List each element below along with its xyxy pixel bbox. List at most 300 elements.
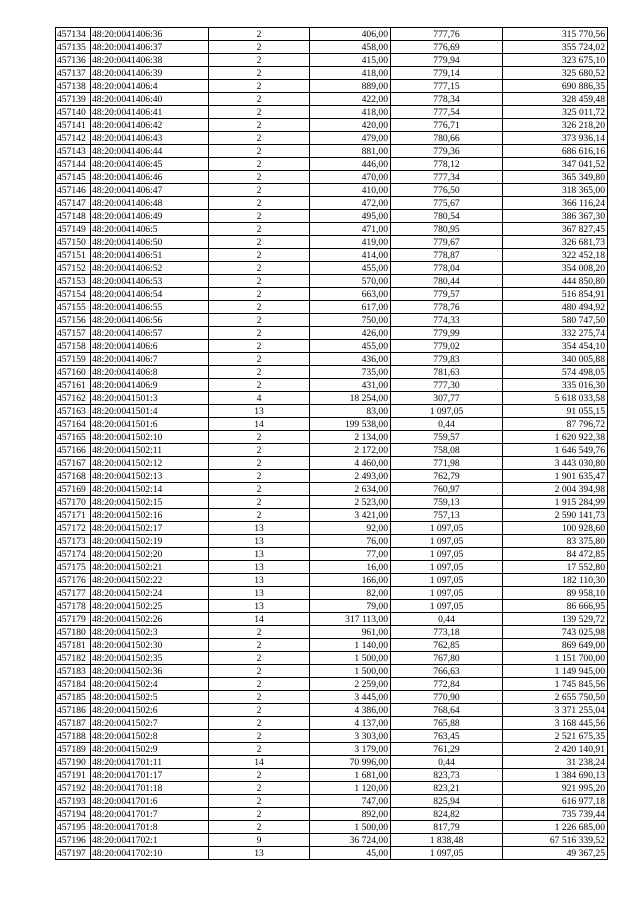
cadastral-value-cell: 100 928,60 — [503, 522, 608, 535]
area-cell: 2 134,00 — [310, 431, 391, 444]
row-number-cell: 457191 — [56, 769, 91, 782]
group-number-cell: 2 — [209, 431, 310, 444]
cadastral-value-cell: 326 218,20 — [503, 119, 608, 132]
row-number-cell: 457139 — [56, 93, 91, 106]
cadastral-value-cell: 1 384 690,13 — [503, 769, 608, 782]
group-number-cell: 2 — [209, 743, 310, 756]
cadastral-number-cell: 48:20:0041502:12 — [91, 457, 209, 470]
area-cell: 36 724,00 — [310, 834, 391, 847]
row-number-cell: 457136 — [56, 54, 91, 67]
cadastral-value-cell: 386 367,30 — [503, 210, 608, 223]
specific-value-cell: 779,57 — [391, 288, 503, 301]
area-cell: 426,00 — [310, 327, 391, 340]
group-number-cell: 2 — [209, 509, 310, 522]
cadastral-number-cell: 48:20:0041406:44 — [91, 145, 209, 158]
table-row — [56, 561, 608, 574]
specific-value-cell: 1 097,05 — [391, 600, 503, 613]
row-number-cell: 457137 — [56, 67, 91, 80]
area-cell: 747,00 — [310, 795, 391, 808]
specific-value-cell: 780,44 — [391, 275, 503, 288]
cadastral-value-cell: 366 116,24 — [503, 197, 608, 210]
row-number-cell: 457184 — [56, 678, 91, 691]
group-number-cell: 13 — [209, 574, 310, 587]
specific-value-cell: 776,69 — [391, 41, 503, 54]
cadastral-value-cell: 326 681,73 — [503, 236, 608, 249]
group-number-cell: 2 — [209, 795, 310, 808]
cadastral-number-cell: 48:20:0041702:1 — [91, 834, 209, 847]
table-row — [56, 834, 608, 847]
row-number-cell: 457145 — [56, 171, 91, 184]
cadastral-number-cell: 48:20:0041406:37 — [91, 41, 209, 54]
group-number-cell: 2 — [209, 652, 310, 665]
table-row — [56, 353, 608, 366]
row-number-cell: 457173 — [56, 535, 91, 548]
group-number-cell: 2 — [209, 366, 310, 379]
area-cell: 472,00 — [310, 197, 391, 210]
cadastral-value-cell: 89 958,10 — [503, 587, 608, 600]
table-row — [56, 405, 608, 418]
area-cell: 1 500,00 — [310, 665, 391, 678]
cadastral-value-cell: 580 747,50 — [503, 314, 608, 327]
table-row — [56, 548, 608, 561]
row-number-cell: 457141 — [56, 119, 91, 132]
cadastral-number-cell: 48:20:0041502:10 — [91, 431, 209, 444]
specific-value-cell: 779,99 — [391, 327, 503, 340]
area-cell: 4 137,00 — [310, 717, 391, 730]
cadastral-value-cell: 373 936,14 — [503, 132, 608, 145]
cadastral-value-cell: 2 004 394,98 — [503, 483, 608, 496]
cadastral-value-cell: 83 375,80 — [503, 535, 608, 548]
table-row — [56, 314, 608, 327]
area-cell: 45,00 — [310, 847, 391, 860]
table-row — [56, 483, 608, 496]
group-number-cell: 2 — [209, 665, 310, 678]
row-number-cell: 457149 — [56, 223, 91, 236]
group-number-cell: 13 — [209, 522, 310, 535]
cadastral-value-cell: 139 529,72 — [503, 613, 608, 626]
table-row — [56, 522, 608, 535]
row-number-cell: 457194 — [56, 808, 91, 821]
cadastral-value-cell: 87 796,72 — [503, 418, 608, 431]
specific-value-cell: 817,79 — [391, 821, 503, 834]
cadastral-value-cell: 1 915 284,99 — [503, 496, 608, 509]
specific-value-cell: 1 838,48 — [391, 834, 503, 847]
table-row — [56, 132, 608, 145]
area-cell: 1 681,00 — [310, 769, 391, 782]
table-row — [56, 223, 608, 236]
group-number-cell: 2 — [209, 483, 310, 496]
specific-value-cell: 775,67 — [391, 197, 503, 210]
cadastral-number-cell: 48:20:0041406:49 — [91, 210, 209, 223]
specific-value-cell: 777,30 — [391, 379, 503, 392]
group-number-cell: 2 — [209, 288, 310, 301]
row-number-cell: 457163 — [56, 405, 91, 418]
area-cell: 4 460,00 — [310, 457, 391, 470]
row-number-cell: 457169 — [56, 483, 91, 496]
table-row — [56, 704, 608, 717]
cadastral-value-cell: 1 646 549,76 — [503, 444, 608, 457]
row-number-cell: 457195 — [56, 821, 91, 834]
specific-value-cell: 777,54 — [391, 106, 503, 119]
cadastral-number-cell: 48:20:0041502:30 — [91, 639, 209, 652]
group-number-cell: 2 — [209, 197, 310, 210]
table-row — [56, 652, 608, 665]
table-row — [56, 639, 608, 652]
cadastral-value-cell: 84 472,85 — [503, 548, 608, 561]
cadastral-value-cell: 3 168 445,56 — [503, 717, 608, 730]
group-number-cell: 2 — [209, 93, 310, 106]
table-row — [56, 496, 608, 509]
specific-value-cell: 779,36 — [391, 145, 503, 158]
row-number-cell: 457176 — [56, 574, 91, 587]
row-number-cell: 457157 — [56, 327, 91, 340]
cadastral-number-cell: 48:20:0041502:22 — [91, 574, 209, 587]
group-number-cell: 2 — [209, 327, 310, 340]
area-cell: 418,00 — [310, 106, 391, 119]
group-number-cell: 13 — [209, 847, 310, 860]
cadastral-value-cell: 869 649,00 — [503, 639, 608, 652]
row-number-cell: 457196 — [56, 834, 91, 847]
specific-value-cell: 823,21 — [391, 782, 503, 795]
area-cell: 431,00 — [310, 379, 391, 392]
area-cell: 750,00 — [310, 314, 391, 327]
group-number-cell: 2 — [209, 41, 310, 54]
area-cell: 495,00 — [310, 210, 391, 223]
cadastral-number-cell: 48:20:0041502:25 — [91, 600, 209, 613]
area-cell: 446,00 — [310, 158, 391, 171]
specific-value-cell: 0,44 — [391, 613, 503, 626]
area-cell: 2 634,00 — [310, 483, 391, 496]
cadastral-number-cell: 48:20:0041406:46 — [91, 171, 209, 184]
row-number-cell: 457172 — [56, 522, 91, 535]
specific-value-cell: 1 097,05 — [391, 548, 503, 561]
area-cell: 82,00 — [310, 587, 391, 600]
cadastral-value-cell: 2 420 140,91 — [503, 743, 608, 756]
cadastral-value-cell: 354 454,10 — [503, 340, 608, 353]
specific-value-cell: 772,84 — [391, 678, 503, 691]
area-cell: 415,00 — [310, 54, 391, 67]
row-number-cell: 457135 — [56, 41, 91, 54]
group-number-cell: 2 — [209, 782, 310, 795]
cadastral-value-cell: 921 995,20 — [503, 782, 608, 795]
area-cell: 422,00 — [310, 93, 391, 106]
cadastral-number-cell: 48:20:0041406:9 — [91, 379, 209, 392]
area-cell: 3 179,00 — [310, 743, 391, 756]
specific-value-cell: 1 097,05 — [391, 405, 503, 418]
area-cell: 76,00 — [310, 535, 391, 548]
group-number-cell: 2 — [209, 223, 310, 236]
specific-value-cell: 0,44 — [391, 418, 503, 431]
cadastral-number-cell: 48:20:0041502:20 — [91, 548, 209, 561]
area-cell: 410,00 — [310, 184, 391, 197]
cadastral-number-cell: 48:20:0041406:42 — [91, 119, 209, 132]
cadastral-value-cell: 49 367,25 — [503, 847, 608, 860]
area-cell: 3 445,00 — [310, 691, 391, 704]
cadastral-number-cell: 48:20:0041502:26 — [91, 613, 209, 626]
row-number-cell: 457188 — [56, 730, 91, 743]
table-row — [56, 431, 608, 444]
table-row — [56, 509, 608, 522]
cadastral-number-cell: 48:20:0041406:39 — [91, 67, 209, 80]
row-number-cell: 457155 — [56, 301, 91, 314]
cadastral-value-cell: 332 275,74 — [503, 327, 608, 340]
specific-value-cell: 777,15 — [391, 80, 503, 93]
cadastral-number-cell: 48:20:0041406:40 — [91, 93, 209, 106]
group-number-cell: 2 — [209, 262, 310, 275]
cadastral-number-cell: 48:20:0041406:7 — [91, 353, 209, 366]
group-number-cell: 2 — [209, 639, 310, 652]
specific-value-cell: 778,76 — [391, 301, 503, 314]
cadastral-number-cell: 48:20:0041502:36 — [91, 665, 209, 678]
specific-value-cell: 762,79 — [391, 470, 503, 483]
row-number-cell: 457140 — [56, 106, 91, 119]
row-number-cell: 457154 — [56, 288, 91, 301]
area-cell: 79,00 — [310, 600, 391, 613]
area-cell: 70 996,00 — [310, 756, 391, 769]
cadastral-number-cell: 48:20:0041406:5 — [91, 223, 209, 236]
table-row — [56, 665, 608, 678]
table-row — [56, 171, 608, 184]
area-cell: 4 386,00 — [310, 704, 391, 717]
table-row — [56, 821, 608, 834]
table-row — [56, 301, 608, 314]
table-row — [56, 93, 608, 106]
cadastral-value-cell: 17 552,80 — [503, 561, 608, 574]
specific-value-cell: 776,50 — [391, 184, 503, 197]
table-row — [56, 119, 608, 132]
cadastral-number-cell: 48:20:0041502:16 — [91, 509, 209, 522]
area-cell: 1 140,00 — [310, 639, 391, 652]
row-number-cell: 457182 — [56, 652, 91, 665]
row-number-cell: 457197 — [56, 847, 91, 860]
table-row — [56, 756, 608, 769]
specific-value-cell: 780,95 — [391, 223, 503, 236]
area-cell: 2 493,00 — [310, 470, 391, 483]
table-row — [56, 444, 608, 457]
specific-value-cell: 779,14 — [391, 67, 503, 80]
cadastral-number-cell: 48:20:0041406:48 — [91, 197, 209, 210]
area-cell: 479,00 — [310, 132, 391, 145]
row-number-cell: 457181 — [56, 639, 91, 652]
specific-value-cell: 757,13 — [391, 509, 503, 522]
area-cell: 471,00 — [310, 223, 391, 236]
row-number-cell: 457177 — [56, 587, 91, 600]
group-number-cell: 2 — [209, 210, 310, 223]
specific-value-cell: 778,12 — [391, 158, 503, 171]
table-row — [56, 678, 608, 691]
table-row — [56, 574, 608, 587]
table-row — [56, 847, 608, 860]
cadastral-value-cell: 86 666,95 — [503, 600, 608, 613]
group-number-cell: 2 — [209, 691, 310, 704]
specific-value-cell: 776,71 — [391, 119, 503, 132]
cadastral-number-cell: 48:20:0041701:6 — [91, 795, 209, 808]
group-number-cell: 14 — [209, 613, 310, 626]
cadastral-number-cell: 48:20:0041502:19 — [91, 535, 209, 548]
group-number-cell: 2 — [209, 730, 310, 743]
group-number-cell: 2 — [209, 80, 310, 93]
cadastral-value-cell: 315 770,56 — [503, 28, 608, 41]
row-number-cell: 457134 — [56, 28, 91, 41]
area-cell: 3 303,00 — [310, 730, 391, 743]
cadastral-number-cell: 48:20:0041501:3 — [91, 392, 209, 405]
cadastral-value-cell: 2 655 750,50 — [503, 691, 608, 704]
specific-value-cell: 779,94 — [391, 54, 503, 67]
cadastral-value-cell: 690 886,35 — [503, 80, 608, 93]
cadastral-number-cell: 48:20:0041406:51 — [91, 249, 209, 262]
area-cell: 1 120,00 — [310, 782, 391, 795]
group-number-cell: 2 — [209, 236, 310, 249]
cadastral-value-cell: 323 675,10 — [503, 54, 608, 67]
cadastral-value-cell: 182 110,30 — [503, 574, 608, 587]
cadastral-number-cell: 48:20:0041406:47 — [91, 184, 209, 197]
cadastral-number-cell: 48:20:0041406:38 — [91, 54, 209, 67]
group-number-cell: 2 — [209, 145, 310, 158]
specific-value-cell: 1 097,05 — [391, 561, 503, 574]
cadastral-number-cell: 48:20:0041406:41 — [91, 106, 209, 119]
group-number-cell: 2 — [209, 379, 310, 392]
area-cell: 889,00 — [310, 80, 391, 93]
cadastral-number-cell: 48:20:0041406:55 — [91, 301, 209, 314]
cadastral-value-cell: 367 827,45 — [503, 223, 608, 236]
table-row — [56, 392, 608, 405]
table-row — [56, 782, 608, 795]
row-number-cell: 457190 — [56, 756, 91, 769]
row-number-cell: 457164 — [56, 418, 91, 431]
cadastral-number-cell: 48:20:0041502:35 — [91, 652, 209, 665]
area-cell: 199 538,00 — [310, 418, 391, 431]
cadastral-number-cell: 48:20:0041502:13 — [91, 470, 209, 483]
group-number-cell: 2 — [209, 249, 310, 262]
table-row — [56, 54, 608, 67]
specific-value-cell: 1 097,05 — [391, 522, 503, 535]
cadastral-number-cell: 48:20:0041501:6 — [91, 418, 209, 431]
cadastral-value-cell: 743 025,98 — [503, 626, 608, 639]
row-number-cell: 457178 — [56, 600, 91, 613]
cadastral-number-cell: 48:20:0041406:8 — [91, 366, 209, 379]
group-number-cell: 2 — [209, 340, 310, 353]
area-cell: 663,00 — [310, 288, 391, 301]
cadastral-value-cell: 480 494,92 — [503, 301, 608, 314]
area-cell: 735,00 — [310, 366, 391, 379]
specific-value-cell: 1 097,05 — [391, 847, 503, 860]
group-number-cell: 2 — [209, 496, 310, 509]
table-row — [56, 457, 608, 470]
specific-value-cell: 1 097,05 — [391, 535, 503, 548]
group-number-cell: 2 — [209, 717, 310, 730]
group-number-cell: 2 — [209, 808, 310, 821]
specific-value-cell: 307,77 — [391, 392, 503, 405]
cadastral-number-cell: 48:20:0041502:11 — [91, 444, 209, 457]
row-number-cell: 457174 — [56, 548, 91, 561]
cadastral-value-cell: 516 854,91 — [503, 288, 608, 301]
specific-value-cell: 780,66 — [391, 132, 503, 145]
cadastral-value-cell: 347 041,52 — [503, 158, 608, 171]
row-number-cell: 457185 — [56, 691, 91, 704]
area-cell: 2 523,00 — [310, 496, 391, 509]
cadastral-number-cell: 48:20:0041701:11 — [91, 756, 209, 769]
row-number-cell: 457187 — [56, 717, 91, 730]
specific-value-cell: 777,34 — [391, 171, 503, 184]
cadastral-number-cell: 48:20:0041701:18 — [91, 782, 209, 795]
area-cell: 470,00 — [310, 171, 391, 184]
row-number-cell: 457150 — [56, 236, 91, 249]
specific-value-cell: 760,97 — [391, 483, 503, 496]
area-cell: 18 254,00 — [310, 392, 391, 405]
cadastral-number-cell: 48:20:0041702:10 — [91, 847, 209, 860]
cadastral-value-cell: 2 521 675,35 — [503, 730, 608, 743]
area-cell: 166,00 — [310, 574, 391, 587]
table-row — [56, 691, 608, 704]
specific-value-cell: 767,80 — [391, 652, 503, 665]
cadastral-value-cell: 328 459,48 — [503, 93, 608, 106]
cadastral-number-cell: 48:20:0041406:56 — [91, 314, 209, 327]
cadastral-value-cell: 735 739,44 — [503, 808, 608, 821]
cadastral-number-cell: 48:20:0041502:17 — [91, 522, 209, 535]
specific-value-cell: 778,34 — [391, 93, 503, 106]
area-cell: 570,00 — [310, 275, 391, 288]
cadastral-value-cell: 2 590 141,73 — [503, 509, 608, 522]
table-row — [56, 41, 608, 54]
table-row — [56, 626, 608, 639]
cadastral-value-cell: 444 850,80 — [503, 275, 608, 288]
cadastral-number-cell: 48:20:0041406:6 — [91, 340, 209, 353]
table-row — [56, 587, 608, 600]
row-number-cell: 457143 — [56, 145, 91, 158]
table-row — [56, 28, 608, 41]
row-number-cell: 457144 — [56, 158, 91, 171]
cadastral-value-cell: 3 371 255,04 — [503, 704, 608, 717]
cadastral-value-cell: 1 226 685,00 — [503, 821, 608, 834]
table-row — [56, 249, 608, 262]
table-row — [56, 613, 608, 626]
cadastral-value-cell: 5 618 033,58 — [503, 392, 608, 405]
table-row — [56, 366, 608, 379]
cadastral-value-cell: 325 011,72 — [503, 106, 608, 119]
table-row — [56, 145, 608, 158]
group-number-cell: 2 — [209, 470, 310, 483]
table-row — [56, 418, 608, 431]
specific-value-cell: 771,98 — [391, 457, 503, 470]
area-cell: 3 421,00 — [310, 509, 391, 522]
area-cell: 92,00 — [310, 522, 391, 535]
table-row — [56, 730, 608, 743]
group-number-cell: 2 — [209, 106, 310, 119]
specific-value-cell: 759,57 — [391, 431, 503, 444]
specific-value-cell: 780,54 — [391, 210, 503, 223]
area-cell: 83,00 — [310, 405, 391, 418]
group-number-cell: 9 — [209, 834, 310, 847]
cadastral-number-cell: 48:20:0041502:21 — [91, 561, 209, 574]
area-cell: 961,00 — [310, 626, 391, 639]
group-number-cell: 2 — [209, 119, 310, 132]
row-number-cell: 457171 — [56, 509, 91, 522]
table-row — [56, 80, 608, 93]
cadastral-number-cell: 48:20:0041406:54 — [91, 288, 209, 301]
table-row — [56, 106, 608, 119]
area-cell: 455,00 — [310, 262, 391, 275]
cadastral-number-cell: 48:20:0041406:43 — [91, 132, 209, 145]
cadastral-value-cell: 355 724,02 — [503, 41, 608, 54]
group-number-cell: 2 — [209, 67, 310, 80]
table-row — [56, 236, 608, 249]
cadastral-value-cell: 91 055,15 — [503, 405, 608, 418]
group-number-cell: 2 — [209, 28, 310, 41]
area-cell: 414,00 — [310, 249, 391, 262]
specific-value-cell: 823,73 — [391, 769, 503, 782]
specific-value-cell: 0,44 — [391, 756, 503, 769]
table-row — [56, 535, 608, 548]
